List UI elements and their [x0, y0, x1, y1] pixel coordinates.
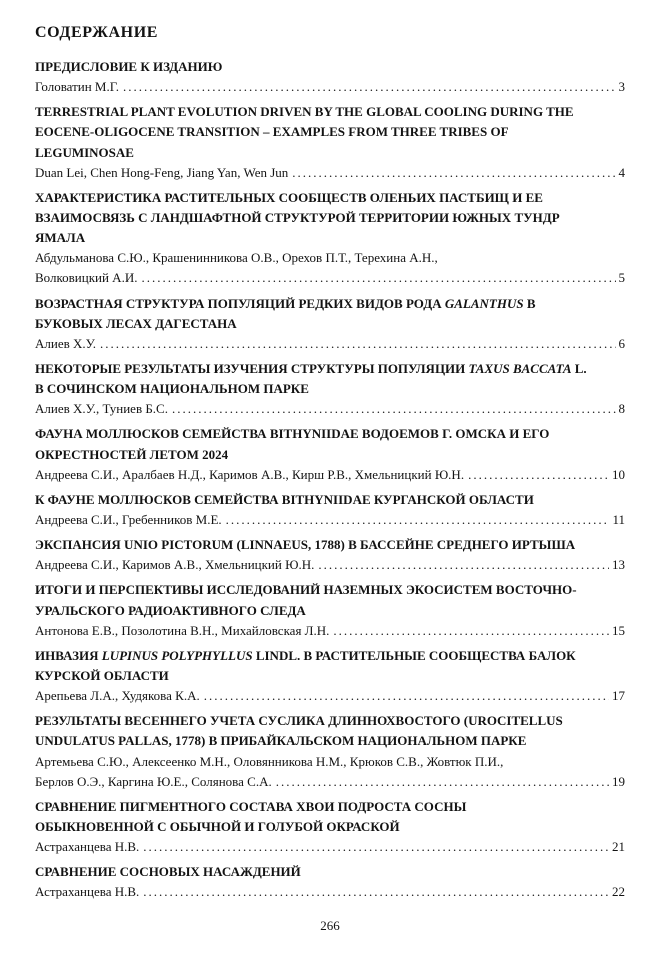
dot-leader [141, 268, 615, 288]
entry-title-line: ХАРАКТЕРИСТИКА РАСТИТЕЛЬНЫХ СООБЩЕСТВ ОЛЕНЬИХ ПАСТБИЩ И ЕЕ [35, 189, 543, 205]
toc-entry [35, 294, 625, 354]
entry-authors: Артемьева С.Ю., Алексеенко М.Н., Оловянникова Н.М., Крюков С.В., Жовтюк П.И., [35, 753, 504, 769]
entry-authors-text: Берлов О.Э., Каргина Ю.Е., Солянова С.А. [35, 773, 272, 789]
entry-authors-text: Антонова Е.В., Позолотина В.Н., Михайловская Л.Н. [35, 622, 330, 638]
entry-authors: Абдульманова С.Ю., Крашенинникова О.В., Орехов П.Т., Терехина А.Н., [35, 250, 438, 266]
toc-entry [35, 188, 625, 289]
entry-title-line: ВЗАИМОСВЯЗЬ С ЛАНДШАФТНОЙ СТРУКТУРОЙ ТЕРРИТОРИИ ЮЖНЫХ ТУНДР [35, 209, 560, 225]
entry-title-line: ИНВАЗИЯ LUPINUS POLYPHYLLUS LINDL. В РАСТИТЕЛЬНЫЕ СООБЩЕСТВА БАЛОК [35, 647, 576, 663]
entry-page-number: 13 [612, 557, 625, 573]
entry-title-line: ОБЫКНОВЕННОЙ С ОБЫЧНОЙ И ГОЛУБОЙ ОКРАСКОЙ [35, 818, 400, 834]
entry-title [35, 711, 625, 751]
entry-page-number: 19 [612, 773, 625, 789]
dot-leader [276, 772, 609, 792]
entry-title [35, 359, 625, 399]
entry-authors [35, 510, 625, 530]
entry-authors [35, 163, 625, 183]
entry-title-line: УРАЛЬСКОГО РАДИОАКТИВНОГО СЛЕДА [35, 602, 306, 618]
entry-title [35, 797, 625, 837]
entry-title-line: TERRESTRIAL PLANT EVOLUTION DRIVEN BY THE GLOBAL COOLING DURING THE [35, 104, 574, 120]
dot-leader [318, 555, 609, 575]
entry-authors [35, 837, 625, 857]
entry-authors-text: Волковицкий А.И. [35, 270, 138, 286]
page-title: СОДЕРЖАНИЕ [35, 24, 159, 41]
entry-authors-text: Duan Lei, Chen Hong-Feng, Jiang Yan, Wen Jun [35, 164, 289, 180]
dot-leader [143, 882, 609, 902]
entry-authors [35, 465, 625, 485]
entry-page-number: 21 [612, 839, 625, 855]
entry-page-number: 15 [612, 622, 625, 638]
entry-authors [35, 621, 625, 641]
entry-title [35, 424, 625, 464]
entry-page-number: 8 [618, 401, 625, 417]
entry-authors-text: Андреева С.И., Каримов А.В., Хмельницкий Ю.Н. [35, 557, 315, 573]
entry-authors-text: Алиев Х.У., Туниев Б.С. [35, 401, 168, 417]
entry-title [35, 535, 625, 555]
entry-title-line: ИТОГИ И ПЕРСПЕКТИВЫ ИССЛЕДОВАНИЙ НАЗЕМНЫХ ЭКОСИСТЕМ ВОСТОЧНО- [35, 582, 577, 598]
entry-authors [35, 772, 625, 792]
entry-authors [35, 77, 625, 97]
entry-authors [35, 555, 625, 575]
dot-leader [333, 621, 609, 641]
toc-entry [35, 102, 625, 183]
entry-title [35, 490, 625, 510]
entry-title-line: LEGUMINOSAE [35, 144, 134, 160]
toc-entry [35, 797, 625, 857]
toc-entry [35, 57, 625, 97]
entry-title [35, 102, 625, 162]
entry-title-line: РЕЗУЛЬТАТЫ ВЕСЕННЕГО УЧЕТА СУСЛИКА ДЛИННОХВОСТОГО (UROCITELLUS [35, 713, 563, 729]
entry-title-line: БУКОВЫХ ЛЕСАХ ДАГЕСТАНА [35, 315, 237, 331]
dot-leader [172, 399, 616, 419]
entry-page-number: 5 [618, 270, 625, 286]
entry-title-line: СРАВНЕНИЕ ПИГМЕНТНОГО СОСТАВА ХВОИ ПОДРОСТА СОСНЫ [35, 798, 467, 814]
dot-leader [204, 686, 609, 706]
entry-title-line: ОКРЕСТНОСТЕЙ ЛЕТОМ 2024 [35, 446, 229, 462]
entry-authors [35, 334, 625, 354]
entry-authors-text: Астраханцева Н.В. [35, 839, 140, 855]
toc-entry [35, 359, 625, 419]
dot-leader [226, 510, 610, 530]
entry-authors-text: Астраханцева Н.В. [35, 884, 140, 900]
dot-leader [143, 837, 609, 857]
entry-authors-text: Андреева С.И., Гребенников М.Е. [35, 511, 222, 527]
entry-title-line: ПРЕДИСЛОВИЕ К ИЗДАНИЮ [35, 59, 223, 74]
dot-leader [468, 465, 609, 485]
entry-page-number: 17 [612, 688, 625, 704]
entry-authors-text: Арепьева Л.А., Худякова К.А. [35, 688, 200, 704]
entry-title [35, 57, 625, 77]
entry-page-number: 6 [618, 335, 625, 351]
entry-authors-text: Головатин М.Г. [35, 79, 120, 95]
entry-authors [35, 268, 625, 288]
entry-title-line: ЯМАЛА [35, 230, 86, 246]
entry-title-line: ФАУНА МОЛЛЮСКОВ СЕМЕЙСТВА BITHYNIIDAE ВОДОЕМОВ Г. ОМСКА И ЕГО [35, 426, 550, 442]
entry-title-line: СРАВНЕНИЕ СОСНОВЫХ НАСАЖДЕНИЙ [35, 864, 301, 880]
entry-page-number: 4 [618, 164, 625, 180]
entry-authors-text: Андреева С.И., Аралбаев Н.Д., Каримов А.В., Кирш Р.В., Хмельницкий Ю.Н. [35, 466, 465, 482]
entry-title [35, 862, 625, 882]
entry-page-number: 3 [618, 79, 625, 95]
page-number: 266 [320, 918, 340, 933]
entry-authors [35, 686, 625, 706]
entry-page-number: 11 [612, 511, 625, 527]
entry-title-line: ВОЗРАСТНАЯ СТРУКТУРА ПОПУЛЯЦИЙ РЕДКИХ ВИДОВ РОДА GALANTHUS В [35, 295, 536, 311]
entry-title [35, 294, 625, 334]
toc-entry [35, 490, 625, 530]
toc-entry [35, 535, 625, 575]
entry-authors [35, 882, 625, 902]
entry-authors [35, 399, 625, 419]
dot-leader [100, 334, 616, 354]
toc-entry [35, 580, 625, 640]
dot-leader [123, 77, 615, 97]
toc-entry [35, 424, 625, 484]
entry-title-line: EOCENE-OLIGOCENE TRANSITION – EXAMPLES FROM THREE TRIBES OF [35, 124, 509, 140]
dot-leader [292, 163, 615, 183]
entry-title [35, 646, 625, 686]
toc-entry [35, 862, 625, 902]
entry-title-line: В СОЧИНСКОМ НАЦИОНАЛЬНОМ ПАРКЕ [35, 381, 309, 397]
entry-title-line: К ФАУНЕ МОЛЛЮСКОВ СЕМЕЙСТВА BITHYNIIDAE КУРГАНСКОЙ ОБЛАСТИ [35, 491, 534, 507]
toc-entry [35, 711, 625, 792]
entry-title-line: ЭКСПАНСИЯ UNIO PICTORUM (LINNAEUS, 1788) В БАССЕЙНЕ СРЕДНЕГО ИРТЫША [35, 537, 576, 553]
entry-page-number: 22 [612, 884, 625, 900]
entry-title-line: UNDULATUS PALLAS, 1778) В ПРИБАЙКАЛЬСКОМ НАЦИОНАЛЬНОМ ПАРКЕ [35, 733, 527, 749]
toc-list [35, 52, 625, 902]
entry-page-number: 10 [612, 466, 625, 482]
entry-title-line: КУРСКОЙ ОБЛАСТИ [35, 667, 169, 683]
entry-title [35, 580, 625, 620]
entry-title [35, 188, 625, 248]
entry-title-line: НЕКОТОРЫЕ РЕЗУЛЬТАТЫ ИЗУЧЕНИЯ СТРУКТУРЫ ПОПУЛЯЦИИ TAXUS BACCATA L. [35, 360, 587, 376]
toc-entry [35, 646, 625, 706]
entry-authors-text: Алиев Х.У. [35, 335, 96, 351]
page-footer [35, 918, 625, 936]
